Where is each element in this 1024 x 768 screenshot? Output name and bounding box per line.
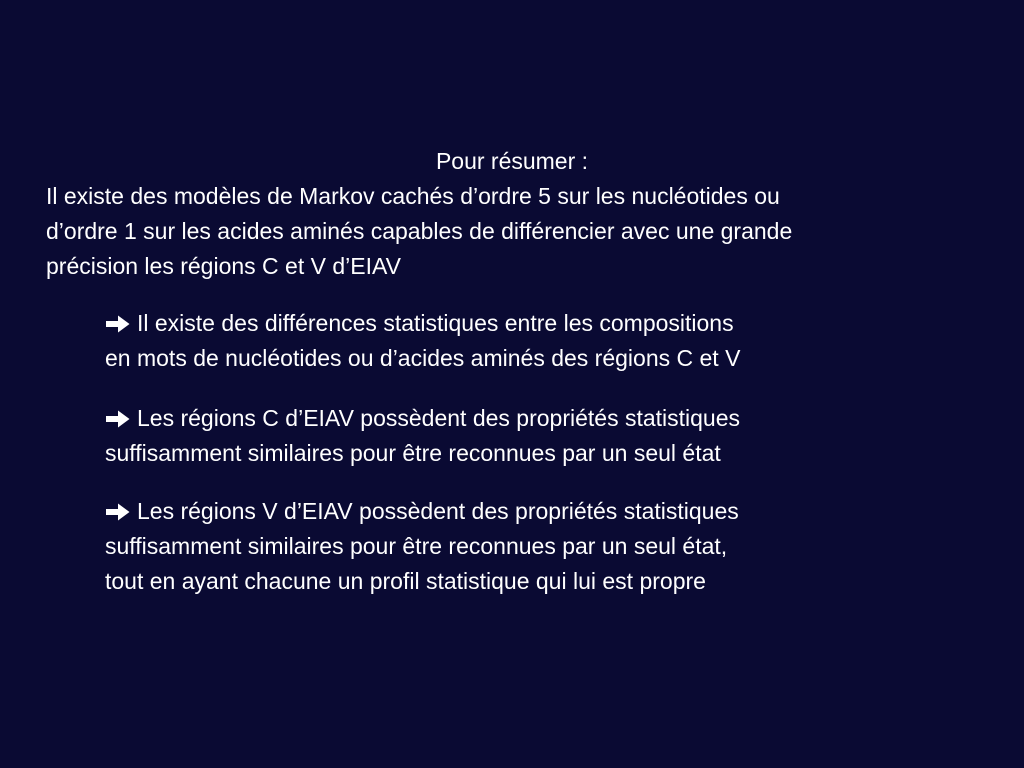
- bullet-text: Les régions C d’EIAV possèdent des propriétés statistiques: [137, 405, 741, 431]
- summary-paragraph: [46, 179, 1006, 284]
- right-arrow-icon: [105, 409, 137, 429]
- bullet-line: [105, 494, 985, 529]
- right-arrow-icon: [105, 502, 137, 522]
- bullet-line: [105, 401, 985, 436]
- bullet-line: en mots de nucléotides ou d’acides aminés des régions C et V: [105, 345, 741, 371]
- bullet-point-differences: [105, 306, 985, 376]
- bullet-text: Il existe des différences statistiques entre les compositions: [137, 310, 734, 336]
- summary-line: précision les régions C et V d’EIAV: [46, 253, 401, 279]
- bullet-line: suffisamment similaires pour être reconnues par un seul état: [105, 440, 721, 466]
- bullet-line: tout en ayant chacune un profil statistique qui lui est propre: [105, 568, 706, 594]
- summary-line: Il existe des modèles de Markov cachés d’ordre 5 sur les nucléotides ou: [46, 183, 780, 209]
- bullet-line: suffisamment similaires pour être reconnues par un seul état,: [105, 533, 728, 559]
- right-arrow-icon: [105, 314, 137, 334]
- summary-line: d’ordre 1 sur les acides aminés capables de différencier avec une grande: [46, 218, 793, 244]
- bullet-text: Les régions V d’EIAV possèdent des propriétés statistiques: [137, 498, 739, 524]
- bullet-point-regions-v: [105, 494, 985, 599]
- summary-title: Pour résumer :: [435, 148, 589, 174]
- bullet-point-regions-c: [105, 401, 985, 471]
- bullet-line: [105, 306, 985, 341]
